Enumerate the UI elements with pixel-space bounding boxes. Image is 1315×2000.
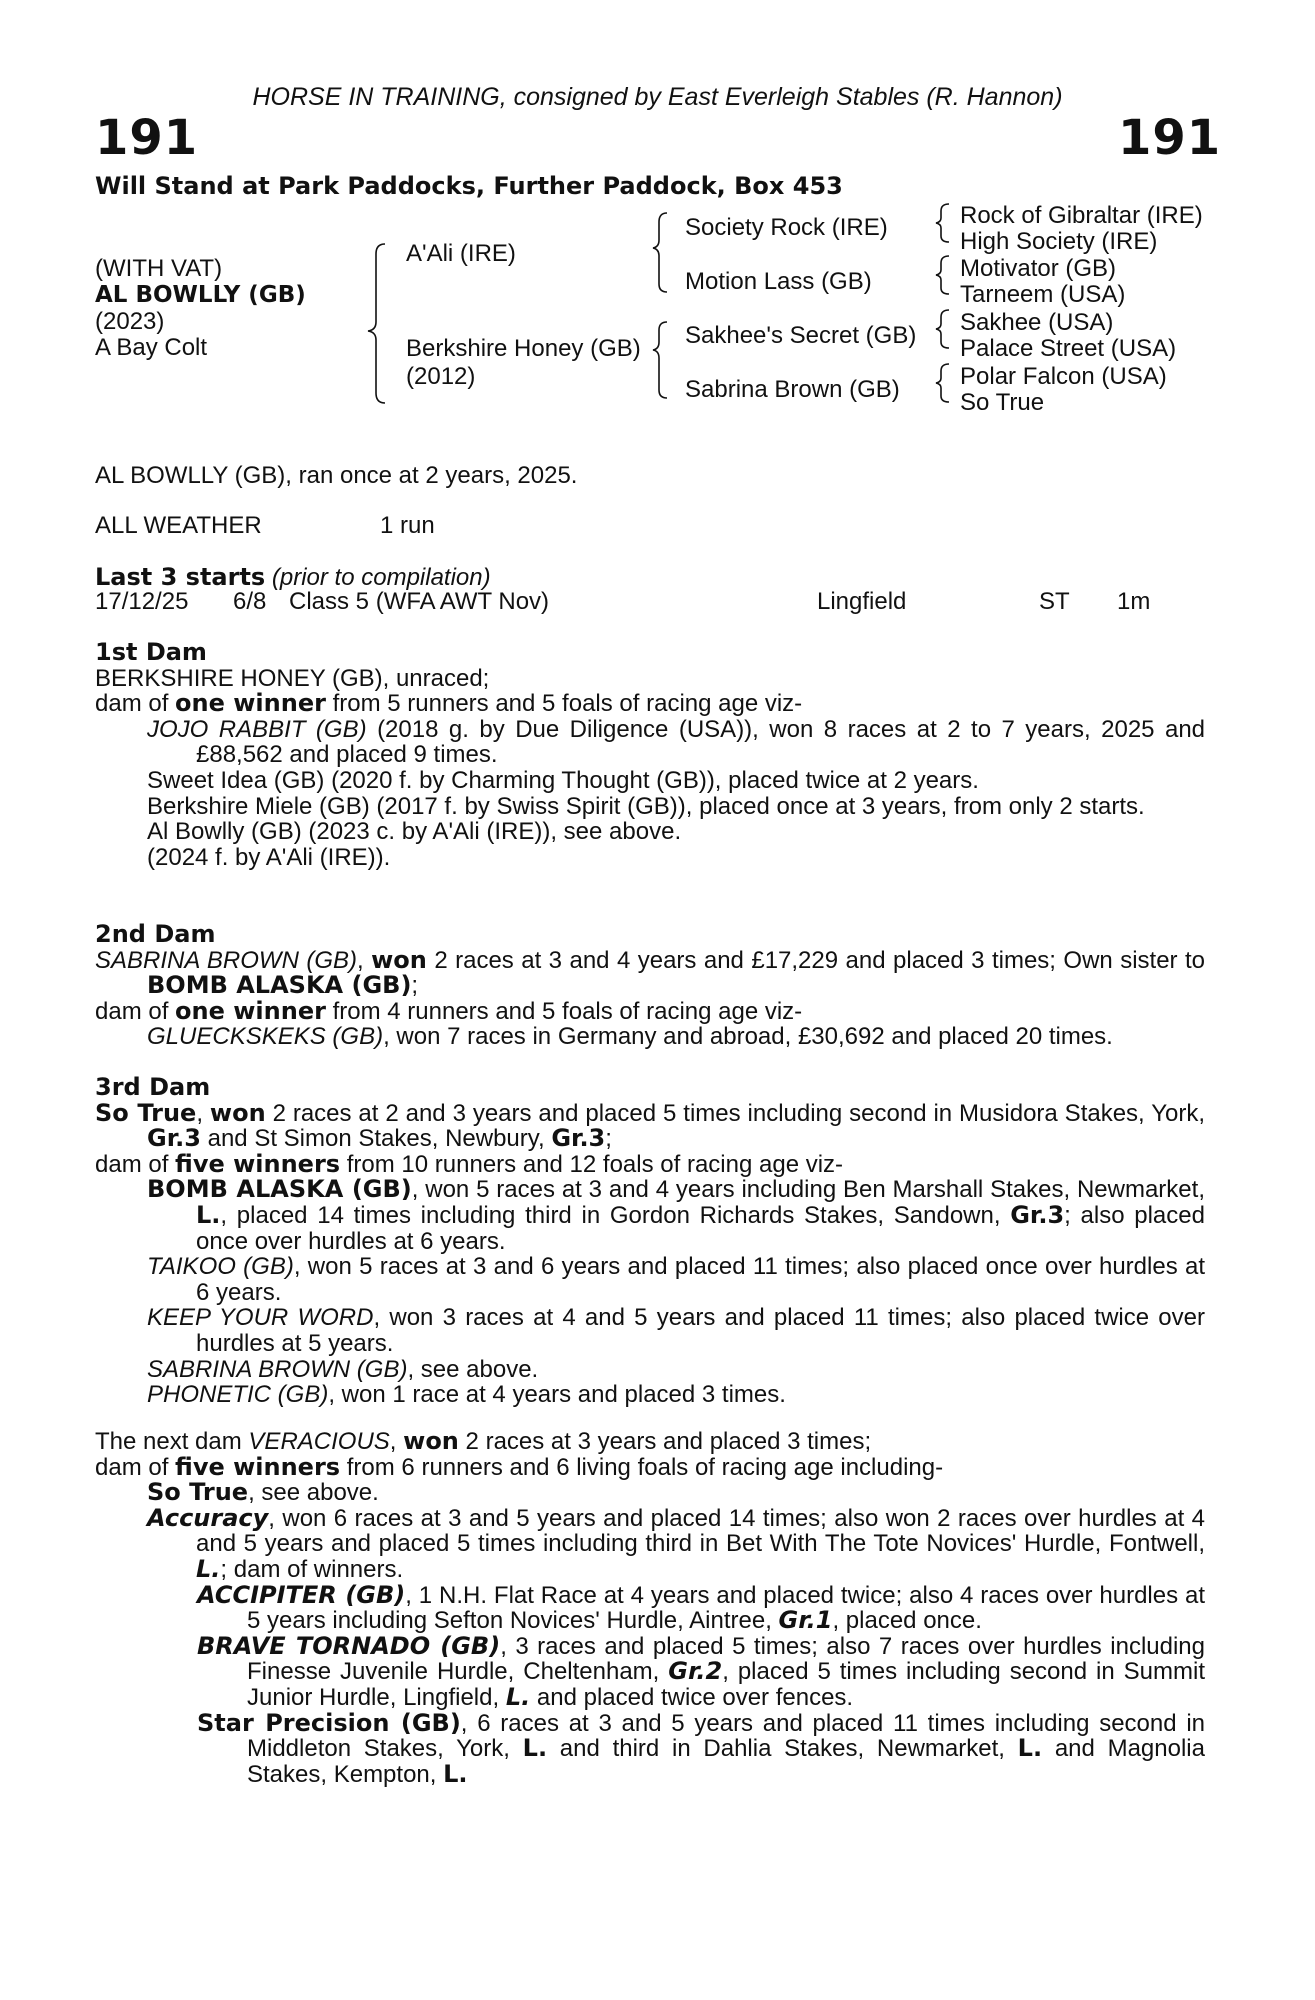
last-start-distance: 1m (1117, 588, 1151, 615)
third-dam-progeny: BOMB ALASKA (GB), won 5 races at 3 and 4 years including Ben Marshall Stakes, Newmarket, L., placed 14 times including third in Gordon Richards Stakes, Sandown, Gr.3; also placed once over hurdles at 6 years. (147, 1175, 1205, 1255)
pedigree-sire-sire: Society Rock (IRE) (685, 214, 888, 241)
lot-number-right: 191 (1118, 110, 1222, 166)
next-dam-grand-progeny: ACCIPITER (GB), 1 N.H. Flat Race at 4 years and placed twice; also 4 races over hurdles at 5 years including Sefton Novices' Hurdle, Aintree, Gr.1, placed once. (197, 1580, 1206, 1635)
next-dam-line: The next dam VERACIOUS, won 2 races at 3 years and placed 3 times; (95, 1427, 872, 1455)
pedigree-gen4-item: Sakhee (USA) (960, 309, 1114, 336)
pedigree-sire-dam: Motion Lass (GB) (685, 268, 872, 295)
pedigree-dam-sire: Sakhee's Secret (GB) (685, 322, 917, 349)
last-start-course: Lingfield (817, 588, 907, 615)
all-weather-runs: 1 run (380, 512, 435, 539)
first-dam-progeny: JOJO RABBIT (GB) (2018 g. by Due Diligence (USA)), won 8 races at 2 to 7 years, 2025 and £88,562 and placed 9 times. (147, 715, 1206, 769)
second-dam-line: dam of one winner from 4 runners and 5 foals of racing age viz- (95, 996, 803, 1025)
last-starts-note: (prior to compilation) (271, 564, 491, 591)
vat-status: (WITH VAT) (95, 255, 223, 282)
pedigree-dam-year: (2012) (406, 363, 476, 390)
pedigree-dam: Berkshire Honey (GB) (406, 335, 641, 362)
last-starts-heading: Last 3 starts (95, 563, 266, 591)
lot-number-left: 191 (95, 110, 199, 166)
consignment-header: HORSE IN TRAINING, consigned by East Everleigh Stables (R. Hannon) (252, 83, 1063, 111)
next-dam-grand-progeny: Star Precision (GB), 6 races at 3 and 5 years and placed 11 times including second in Middleton Stakes, York, L. and third in Dahlia Stakes, Newmarket, L. and Magnolia Stakes, Kempton, L. (197, 1708, 1205, 1788)
next-dam-line: dam of five winners from 6 runners and 6 living foals of racing age including- (95, 1452, 944, 1481)
first-dam-progeny: Berkshire Miele (GB) (2017 f. by Swiss Spirit (GB)), placed once at 3 years, from only 2 starts. (147, 792, 1145, 820)
second-dam-section (95, 922, 1205, 1050)
next-dam-progeny: Accuracy, won 6 races at 3 and 5 years and placed 14 times; also won 2 races over hurdles at 4 and 5 years and placed 5 times including third in Bet With The Tote Novices' Hurdle, Fontwell, L.; dam of winners. (147, 1503, 1205, 1583)
last-start-race: Class 5 (WFA AWT Nov) (289, 588, 550, 615)
second-dam-heading: 2nd Dam (95, 920, 216, 948)
first-dam-progeny: Sweet Idea (GB) (2020 f. by Charming Thought (GB)), placed twice at 2 years. (147, 766, 979, 794)
last-start-position: 6/8 (233, 588, 267, 615)
second-dam-line: SABRINA BROWN (GB), won 2 races at 3 and 4 years and £17,229 and placed 3 times; Own sister to BOMB ALASKA (GB); (95, 945, 1205, 1000)
stand-location: Will Stand at Park Paddocks, Further Paddock, Box 453 (95, 172, 843, 200)
first-dam-line: dam of one winner from 5 runners and 5 foals of racing age viz- (95, 689, 803, 718)
second-dam-progeny: GLUECKSKEKS (GB), won 7 races in Germany and abroad, £30,692 and placed 20 times. (147, 1023, 1113, 1051)
pedigree-gen4-item: Motivator (GB) (960, 255, 1117, 282)
next-dam-grand-progeny: BRAVE TORNADO (GB), 3 races and placed 5 times; also 7 races over hurdles including Finesse Juvenile Hurdle, Cheltenham, Gr.2, placed 5 times including second in Summit Junior Hurdle, Lingfield, L. and placed twice over fences. (197, 1631, 1205, 1711)
all-weather-label: ALL WEATHER (95, 512, 262, 539)
third-dam-progeny: KEEP YOUR WORD, won 3 races at 4 and 5 years and placed 11 times; also placed twice over hurdles at 5 years. (147, 1304, 1205, 1357)
third-dam-progeny: SABRINA BROWN (GB), see above. (147, 1355, 539, 1383)
race-summary: AL BOWLLY (GB), ran once at 2 years, 2025. (95, 462, 578, 489)
horse-name: AL BOWLLY (GB) (95, 282, 306, 308)
pedigree-gen4-item: High Society (IRE) (960, 228, 1158, 255)
pedigree-gen4-item: Rock of Gibraltar (IRE) (960, 202, 1203, 229)
first-dam-line: BERKSHIRE HONEY (GB), unraced; (95, 664, 490, 692)
third-dam-progeny: TAIKOO (GB), won 5 races at 3 and 6 years and placed 11 times; also placed once over hurdles at 6 years. (147, 1253, 1205, 1306)
last-start-date: 17/12/25 (95, 588, 189, 615)
pedigree-gen4-item: So True (960, 389, 1045, 416)
next-dam-progeny: So True, see above. (147, 1478, 379, 1507)
pedigree-sire: A'Ali (IRE) (406, 240, 516, 267)
first-dam-section (95, 640, 1205, 870)
last-start-going: ST (1039, 588, 1070, 615)
third-dam-line: dam of five winners from 10 runners and 12 foals of racing age viz- (95, 1149, 844, 1178)
pedigree-gen4-item: Polar Falcon (USA) (960, 363, 1167, 390)
first-dam-progeny: Al Bowlly (GB) (2023 c. by A'Ali (IRE)), see above. (147, 818, 682, 846)
horse-year: (2023) (95, 308, 165, 335)
third-dam-progeny: PHONETIC (GB), won 1 race at 4 years and placed 3 times. (147, 1381, 786, 1409)
third-dam-line: So True, won 2 races at 2 and 3 years and placed 5 times including second in Musidora Stakes, York, Gr.3 and St Simon Stakes, Newbury, Gr.3; (95, 1098, 1206, 1153)
pedigree-gen4-item: Palace Street (USA) (960, 335, 1177, 362)
first-dam-progeny: (2024 f. by A'Ali (IRE)). (147, 843, 391, 871)
last-starts-heading-row (95, 564, 491, 591)
pedigree-dam-dam: Sabrina Brown (GB) (685, 376, 900, 403)
third-dam-heading: 3rd Dam (95, 1073, 211, 1101)
first-dam-heading: 1st Dam (95, 638, 207, 666)
third-dam-section (95, 1075, 1205, 1408)
horse-description: A Bay Colt (95, 334, 208, 361)
next-dam-section (95, 1429, 1205, 1787)
pedigree-gen4-item: Tarneem (USA) (960, 281, 1126, 308)
